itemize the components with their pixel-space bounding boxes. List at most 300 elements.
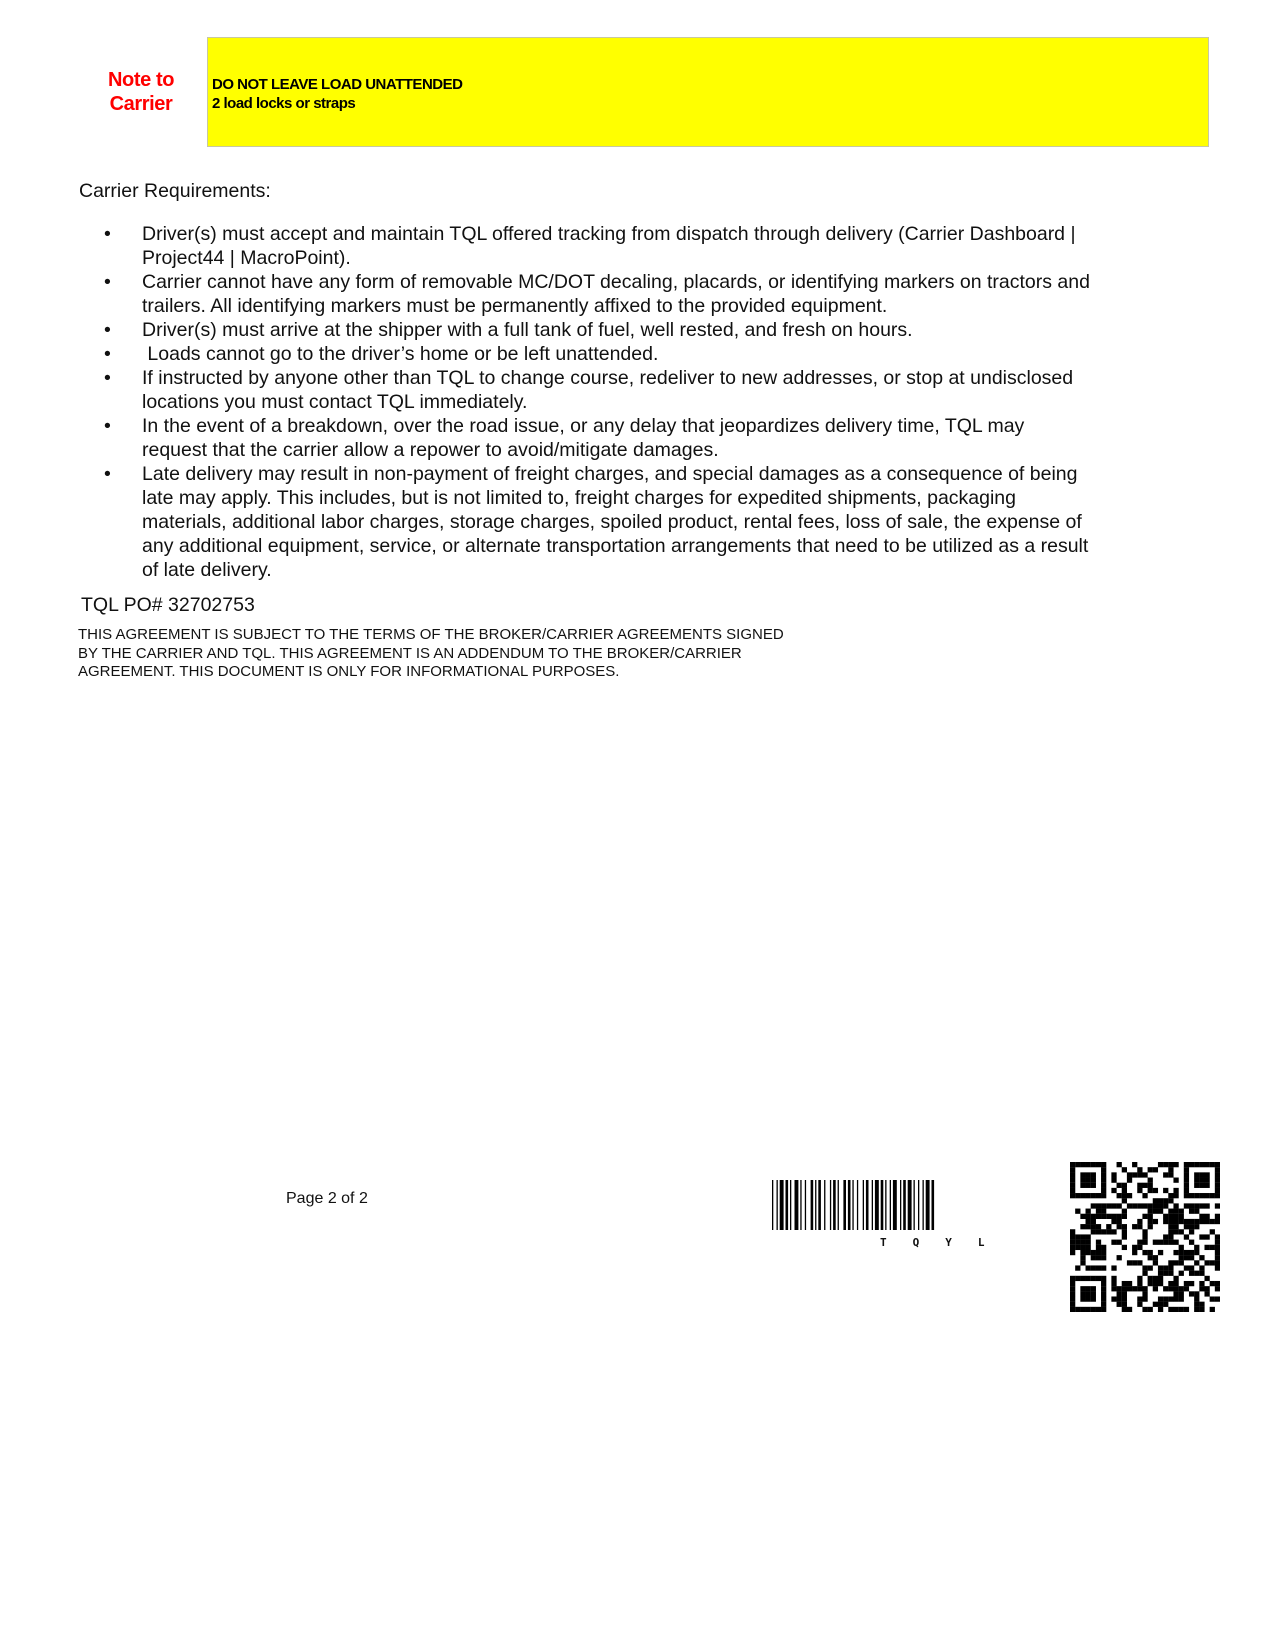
qr-module <box>1080 1234 1085 1239</box>
qr-module <box>1215 1296 1220 1301</box>
qr-module <box>1163 1219 1168 1224</box>
qr-module <box>1204 1178 1209 1183</box>
qr-module <box>1142 1291 1147 1296</box>
qr-module <box>1148 1250 1153 1255</box>
qr-module <box>1158 1307 1163 1312</box>
qr-module <box>1148 1265 1153 1270</box>
qr-module <box>1122 1214 1127 1219</box>
qr-module <box>1132 1250 1137 1255</box>
qr-module <box>1101 1162 1106 1167</box>
qr-module <box>1101 1245 1106 1250</box>
barcode-bar <box>777 1180 778 1230</box>
qr-module <box>1070 1302 1075 1307</box>
qr-module <box>1189 1281 1194 1286</box>
list-item <box>100 462 1090 582</box>
qr-module <box>1210 1162 1215 1167</box>
qr-module <box>1080 1291 1085 1296</box>
qr-module <box>1199 1286 1204 1291</box>
qr-module <box>1137 1260 1142 1265</box>
qr-module <box>1117 1286 1122 1291</box>
qr-module <box>1142 1250 1147 1255</box>
qr-module <box>1194 1193 1199 1198</box>
qr-module <box>1086 1250 1091 1255</box>
qr-module <box>1163 1296 1168 1301</box>
qr-module <box>1070 1193 1075 1198</box>
qr-module <box>1189 1219 1194 1224</box>
qr-module <box>1096 1250 1101 1255</box>
qr-module <box>1194 1203 1199 1208</box>
qr-module <box>1168 1307 1173 1312</box>
qr-module <box>1173 1178 1178 1183</box>
qr-module <box>1075 1193 1080 1198</box>
qr-module <box>1184 1188 1189 1193</box>
qr-module <box>1101 1193 1106 1198</box>
qr-module <box>1173 1229 1178 1234</box>
qr-module <box>1158 1281 1163 1286</box>
qr-module <box>1111 1188 1116 1193</box>
qr-module <box>1163 1162 1168 1167</box>
qr-module <box>1184 1255 1189 1260</box>
bullet: • <box>104 343 111 365</box>
qr-module <box>1148 1255 1153 1260</box>
qr-module <box>1101 1276 1106 1281</box>
qr-module <box>1194 1162 1199 1167</box>
qr-module <box>1189 1255 1194 1260</box>
qr-module <box>1101 1307 1106 1312</box>
barcode-bar <box>811 1180 814 1230</box>
qr-module <box>1210 1307 1215 1312</box>
qr-module <box>1179 1307 1184 1312</box>
barcode-bar <box>872 1180 873 1230</box>
qr-module <box>1153 1286 1158 1291</box>
qr-module <box>1086 1224 1091 1229</box>
qr-module <box>1148 1183 1153 1188</box>
qr-module <box>1142 1172 1147 1177</box>
qr-module <box>1173 1250 1178 1255</box>
barcode-bar <box>848 1180 851 1230</box>
qr-module <box>1199 1183 1204 1188</box>
qr-module <box>1179 1296 1184 1301</box>
qr-module <box>1086 1162 1091 1167</box>
qr-module <box>1142 1234 1147 1239</box>
qr-module <box>1179 1271 1184 1276</box>
qr-module <box>1111 1214 1116 1219</box>
qr-module <box>1173 1240 1178 1245</box>
qr-module <box>1153 1240 1158 1245</box>
qr-module <box>1127 1307 1132 1312</box>
qr-module <box>1132 1203 1137 1208</box>
qr-module <box>1163 1203 1168 1208</box>
barcode-bar <box>772 1180 773 1230</box>
requirements-list <box>100 222 1090 582</box>
qr-module <box>1215 1178 1220 1183</box>
qr-module <box>1091 1172 1096 1177</box>
qr-module <box>1158 1198 1163 1203</box>
qr-module <box>1163 1198 1168 1203</box>
barcode-text: TQYL <box>880 1236 1011 1249</box>
qr-code-icon <box>1070 1162 1220 1312</box>
barcode-bar <box>893 1180 897 1230</box>
qr-module <box>1086 1219 1091 1224</box>
qr-module <box>1127 1203 1132 1208</box>
qr-module <box>1158 1302 1163 1307</box>
qr-module <box>1189 1162 1194 1167</box>
qr-module <box>1091 1307 1096 1312</box>
qr-module <box>1168 1260 1173 1265</box>
qr-module <box>1168 1209 1173 1214</box>
barcode-bar <box>824 1180 825 1230</box>
qr-module <box>1179 1291 1184 1296</box>
qr-module <box>1132 1286 1137 1291</box>
qr-module <box>1168 1281 1173 1286</box>
bullet: • <box>104 271 111 293</box>
qr-module <box>1080 1178 1085 1183</box>
note-label-line2: Carrier <box>109 93 173 115</box>
qr-module <box>1184 1281 1189 1286</box>
qr-module <box>1086 1245 1091 1250</box>
qr-module <box>1158 1162 1163 1167</box>
qr-module <box>1163 1234 1168 1239</box>
list-item <box>100 414 1090 462</box>
requirement-text: Carrier cannot have any form of removable MC/DOT decaling, placards, or identifying markers on tractors and trailers. All identifying markers must be permanently affixed to the provided equipment. <box>142 271 1090 317</box>
qr-module <box>1101 1291 1106 1296</box>
qr-module <box>1075 1162 1080 1167</box>
requirement-text: Driver(s) must accept and maintain TQL offered tracking from dispatch through delivery (Carrier Dashboard | Project44 | MacroPoint). <box>142 223 1076 269</box>
qr-module <box>1204 1260 1209 1265</box>
qr-module <box>1086 1240 1091 1245</box>
qr-module <box>1080 1172 1085 1177</box>
qr-module <box>1189 1240 1194 1245</box>
qr-module <box>1070 1172 1075 1177</box>
qr-module <box>1215 1250 1220 1255</box>
qr-module <box>1096 1265 1101 1270</box>
qr-module <box>1194 1302 1199 1307</box>
qr-module <box>1173 1296 1178 1301</box>
qr-module <box>1096 1214 1101 1219</box>
qr-module <box>1163 1172 1168 1177</box>
qr-module <box>1168 1224 1173 1229</box>
barcode-bar <box>926 1180 930 1230</box>
barcode-bar <box>780 1180 784 1230</box>
qr-module <box>1199 1234 1204 1239</box>
qr-module <box>1168 1229 1173 1234</box>
qr-module <box>1173 1214 1178 1219</box>
qr-module <box>1199 1193 1204 1198</box>
qr-module <box>1111 1203 1116 1208</box>
qr-module <box>1122 1296 1127 1301</box>
qr-module <box>1168 1265 1173 1270</box>
qr-module <box>1184 1193 1189 1198</box>
qr-module <box>1199 1214 1204 1219</box>
qr-module <box>1091 1229 1096 1234</box>
qr-module <box>1091 1162 1096 1167</box>
requirement-text: Driver(s) must arrive at the shipper with a full tank of fuel, well rested, and fresh on hours. <box>142 319 913 341</box>
qr-module <box>1080 1245 1085 1250</box>
qr-module <box>1189 1224 1194 1229</box>
qr-module <box>1189 1291 1194 1296</box>
barcode-bar <box>833 1180 836 1230</box>
qr-module <box>1163 1188 1168 1193</box>
barcode-bar <box>908 1180 912 1230</box>
qr-module <box>1168 1167 1173 1172</box>
qr-module <box>1194 1178 1199 1183</box>
list-item <box>100 318 1090 342</box>
note-label-line1: Note to <box>107 69 175 91</box>
qr-module <box>1122 1291 1127 1296</box>
qr-module <box>1148 1276 1153 1281</box>
qr-module <box>1075 1240 1080 1245</box>
qr-module <box>1173 1188 1178 1193</box>
qr-module <box>1153 1209 1158 1214</box>
qr-module <box>1096 1224 1101 1229</box>
qr-module <box>1101 1302 1106 1307</box>
qr-module <box>1148 1209 1153 1214</box>
qr-module <box>1122 1167 1127 1172</box>
qr-module <box>1086 1172 1091 1177</box>
qr-module <box>1086 1307 1091 1312</box>
qr-module <box>1111 1265 1116 1270</box>
qr-module <box>1117 1183 1122 1188</box>
qr-module <box>1210 1229 1215 1234</box>
qr-module <box>1194 1291 1199 1296</box>
barcode-bar <box>843 1180 846 1230</box>
qr-module <box>1173 1224 1178 1229</box>
qr-module <box>1106 1203 1111 1208</box>
qr-module <box>1137 1281 1142 1286</box>
qr-module <box>1127 1193 1132 1198</box>
qr-module <box>1148 1178 1153 1183</box>
qr-module <box>1168 1240 1173 1245</box>
qr-module <box>1179 1214 1184 1219</box>
qr-module <box>1215 1255 1220 1260</box>
qr-module <box>1111 1219 1116 1224</box>
qr-module <box>1132 1224 1137 1229</box>
qr-module <box>1215 1234 1220 1239</box>
qr-module <box>1163 1302 1168 1307</box>
barcode-bar <box>866 1180 869 1230</box>
qr-module <box>1070 1245 1075 1250</box>
qr-module <box>1127 1260 1132 1265</box>
qr-module <box>1080 1214 1085 1219</box>
qr-module <box>1204 1203 1209 1208</box>
qr-module <box>1142 1229 1147 1234</box>
qr-module <box>1179 1219 1184 1224</box>
qr-module <box>1137 1245 1142 1250</box>
barcode-bar <box>800 1180 801 1230</box>
qr-module <box>1122 1281 1127 1286</box>
qr-module <box>1086 1265 1091 1270</box>
qr-module <box>1204 1193 1209 1198</box>
qr-module <box>1204 1219 1209 1224</box>
list-item <box>100 222 1090 270</box>
qr-module <box>1086 1276 1091 1281</box>
barcode-bar <box>830 1180 831 1230</box>
qr-module <box>1210 1281 1215 1286</box>
qr-module <box>1148 1281 1153 1286</box>
qr-module <box>1194 1209 1199 1214</box>
qr-module <box>1142 1265 1147 1270</box>
qr-module <box>1111 1240 1116 1245</box>
qr-module <box>1199 1302 1204 1307</box>
qr-module <box>1215 1260 1220 1265</box>
qr-module <box>1168 1198 1173 1203</box>
qr-module <box>1132 1172 1137 1177</box>
qr-module <box>1091 1265 1096 1270</box>
qr-module <box>1122 1224 1127 1229</box>
qr-module <box>1075 1245 1080 1250</box>
barcode-bar <box>875 1180 879 1230</box>
qr-module <box>1158 1276 1163 1281</box>
qr-module <box>1189 1209 1194 1214</box>
qr-module <box>1163 1271 1168 1276</box>
qr-module <box>1091 1193 1096 1198</box>
qr-module <box>1137 1286 1142 1291</box>
qr-module <box>1111 1178 1116 1183</box>
qr-module <box>1199 1219 1204 1224</box>
qr-module <box>1148 1224 1153 1229</box>
barcode-bar <box>786 1180 789 1230</box>
qr-module <box>1179 1245 1184 1250</box>
qr-module <box>1199 1255 1204 1260</box>
qr-module <box>1111 1281 1116 1286</box>
po-number: TQL PO# 32702753 <box>81 594 255 616</box>
qr-module <box>1158 1265 1163 1270</box>
barcode-bar <box>932 1180 935 1230</box>
qr-module <box>1070 1183 1075 1188</box>
qr-module <box>1091 1255 1096 1260</box>
qr-module <box>1173 1286 1178 1291</box>
qr-module <box>1101 1281 1106 1286</box>
qr-module <box>1210 1245 1215 1250</box>
qr-module <box>1153 1203 1158 1208</box>
qr-module <box>1215 1286 1220 1291</box>
qr-module <box>1204 1183 1209 1188</box>
qr-module <box>1142 1214 1147 1219</box>
qr-module <box>1215 1188 1220 1193</box>
qr-module <box>1080 1250 1085 1255</box>
barcode <box>772 1180 1052 1230</box>
qr-module <box>1086 1291 1091 1296</box>
qr-module <box>1117 1162 1122 1167</box>
bullet: • <box>104 415 111 437</box>
qr-module <box>1168 1214 1173 1219</box>
qr-module <box>1070 1291 1075 1296</box>
qr-module <box>1173 1276 1178 1281</box>
qr-module <box>1070 1250 1075 1255</box>
qr-module <box>1199 1271 1204 1276</box>
qr-module <box>1173 1209 1178 1214</box>
qr-module <box>1117 1219 1122 1224</box>
qr-module <box>1153 1219 1158 1224</box>
qr-module <box>1101 1203 1106 1208</box>
qr-module <box>1070 1296 1075 1301</box>
qr-module <box>1204 1291 1209 1296</box>
qr-module <box>1215 1245 1220 1250</box>
qr-module <box>1142 1286 1147 1291</box>
qr-module <box>1204 1286 1209 1291</box>
qr-module <box>1189 1271 1194 1276</box>
qr-module <box>1179 1286 1184 1291</box>
barcode-bar <box>900 1180 901 1230</box>
qr-module <box>1189 1229 1194 1234</box>
qr-module <box>1070 1307 1075 1312</box>
qr-module <box>1091 1219 1096 1224</box>
qr-module <box>1153 1188 1158 1193</box>
qr-module <box>1204 1234 1209 1239</box>
qr-module <box>1122 1286 1127 1291</box>
barcode-bar <box>863 1180 864 1230</box>
barcode-bar <box>805 1180 806 1230</box>
qr-module <box>1194 1296 1199 1301</box>
qr-module <box>1122 1188 1127 1193</box>
qr-module <box>1101 1167 1106 1172</box>
qr-module <box>1086 1286 1091 1291</box>
qr-module <box>1080 1255 1085 1260</box>
qr-module <box>1101 1296 1106 1301</box>
qr-module <box>1096 1276 1101 1281</box>
qr-module <box>1153 1281 1158 1286</box>
qr-module <box>1080 1260 1085 1265</box>
qr-module <box>1194 1219 1199 1224</box>
qr-module <box>1070 1178 1075 1183</box>
qr-module <box>1168 1286 1173 1291</box>
qr-module <box>1091 1276 1096 1281</box>
qr-module <box>1168 1172 1173 1177</box>
qr-module <box>1194 1224 1199 1229</box>
barcode-bar <box>815 1180 816 1230</box>
qr-module <box>1194 1307 1199 1312</box>
qr-module <box>1132 1162 1137 1167</box>
qr-module <box>1137 1276 1142 1281</box>
qr-module <box>1194 1260 1199 1265</box>
qr-module <box>1163 1286 1168 1291</box>
qr-module <box>1153 1276 1158 1281</box>
qr-module <box>1199 1172 1204 1177</box>
qr-module <box>1111 1172 1116 1177</box>
qr-module <box>1189 1265 1194 1270</box>
list-item <box>100 366 1090 414</box>
qr-module <box>1215 1214 1220 1219</box>
list-item <box>100 342 1090 366</box>
qr-module <box>1091 1224 1096 1229</box>
qr-module <box>1199 1281 1204 1286</box>
qr-module <box>1163 1214 1168 1219</box>
qr-module <box>1204 1276 1209 1281</box>
qr-module <box>1137 1188 1142 1193</box>
qr-module <box>1086 1214 1091 1219</box>
qr-module <box>1070 1276 1075 1281</box>
qr-module <box>1158 1240 1163 1245</box>
qr-module <box>1204 1172 1209 1177</box>
qr-module <box>1173 1260 1178 1265</box>
qr-module <box>1096 1240 1101 1245</box>
qr-module <box>1184 1307 1189 1312</box>
qr-module <box>1199 1203 1204 1208</box>
qr-module <box>1070 1234 1075 1239</box>
qr-module <box>1158 1250 1163 1255</box>
qr-module <box>1215 1172 1220 1177</box>
note-to-carrier-label <box>90 68 192 116</box>
barcode-bar <box>903 1180 906 1230</box>
qr-module <box>1132 1245 1137 1250</box>
qr-module <box>1199 1162 1204 1167</box>
qr-module <box>1091 1178 1096 1183</box>
qr-module <box>1075 1307 1080 1312</box>
qr-module <box>1179 1260 1184 1265</box>
barcode-bar <box>923 1180 924 1230</box>
barcode-bar <box>885 1180 886 1230</box>
qr-module <box>1194 1271 1199 1276</box>
